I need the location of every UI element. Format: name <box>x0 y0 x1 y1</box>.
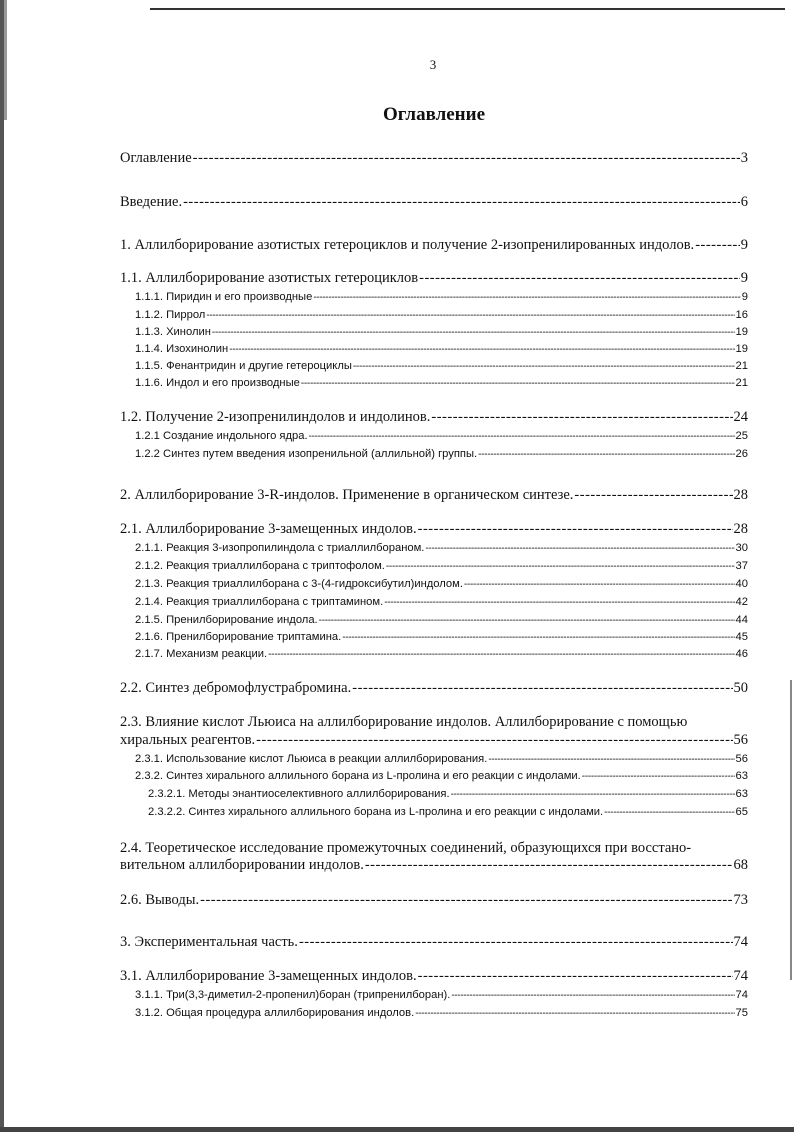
toc-entry-page: 45 <box>735 631 748 643</box>
dot-leader <box>319 614 735 626</box>
toc-entry <box>135 770 748 782</box>
toc-entry-page: 30 <box>735 542 748 554</box>
toc-entry-page: 65 <box>735 806 748 818</box>
dot-leader <box>352 680 732 697</box>
toc-entry-label: 1.1.4. Изохинолин <box>135 343 229 355</box>
toc-entry-label: 2.3.2.1. Методы энантиоселективного аллилборирования. <box>148 788 450 800</box>
toc-entry-page: 9 <box>740 237 748 253</box>
toc-entry <box>120 237 748 254</box>
page-number: 3 <box>429 57 437 72</box>
toc-entry-page: 28 <box>733 521 748 537</box>
toc-entry <box>120 487 748 504</box>
toc-entry-page: 37 <box>735 560 748 572</box>
toc-entry <box>120 934 748 951</box>
toc-entry <box>135 542 748 554</box>
dot-leader <box>229 343 734 355</box>
toc-entry-label: 1.2.2 Синтез путем введения изопренильной (аллильной) группы. <box>135 448 478 460</box>
toc-entry <box>148 788 748 800</box>
toc-entry <box>120 732 748 749</box>
toc-entry <box>120 968 748 985</box>
dot-leader <box>464 578 735 590</box>
toc-entry-label: 1.1.1. Пиридин и его производные <box>135 291 313 303</box>
toc-entry <box>135 596 748 608</box>
toc-entry-page: 44 <box>735 614 748 626</box>
toc-entry <box>135 1007 748 1019</box>
toc-entry <box>135 291 748 303</box>
toc-entry-page: 9 <box>740 270 748 286</box>
toc-entry-label: 1.1.2. Пиррол <box>135 309 206 321</box>
toc-entry <box>135 360 748 372</box>
toc-entry-continued: 2.3. Влияние кислот Льюиса на аллилборирование индолов. Аллилборирование с помощью <box>120 714 688 730</box>
dot-leader <box>301 377 735 389</box>
toc-entry-page: 26 <box>735 448 748 460</box>
toc-entry-label: 1. Аллилборирование азотистых гетероциклов и получение 2-изопренилированных индолов. <box>120 237 695 253</box>
dot-leader <box>256 732 732 749</box>
toc-entry-page: 16 <box>735 309 748 321</box>
scan-edge-right <box>790 680 792 980</box>
dot-leader <box>268 648 734 660</box>
toc-entry-label: 1.2. Получение 2-изопренилиндолов и индолинов. <box>120 409 431 425</box>
dot-leader <box>353 360 735 372</box>
toc-entry <box>135 377 748 389</box>
toc-entry-label: 2.1.2. Реакция триаллилборана с триптофолом. <box>135 560 385 572</box>
toc-entry-label: 3.1.1. Три(3,3-диметил-2-пропенил)боран (трипренилборан). <box>135 989 451 1001</box>
toc-entry-page: 9 <box>741 291 748 303</box>
toc-entry-label: 2.1.4. Реакция триаллилборана с триптамином. <box>135 596 384 608</box>
toc-entry-page: 25 <box>735 430 748 442</box>
toc-entry-page: 19 <box>735 326 748 338</box>
toc-entry-page: 21 <box>735 360 748 372</box>
dot-leader <box>309 430 735 442</box>
dot-leader <box>418 968 733 985</box>
toc-entry <box>135 648 748 660</box>
toc-entry-page: 63 <box>735 770 748 782</box>
toc-entry-label: 3.1.2. Общая процедура аллилборирования индолов. <box>135 1007 415 1019</box>
toc-entry-page: 21 <box>735 377 748 389</box>
toc-entry-page: 75 <box>735 1007 748 1019</box>
toc-entry-page: 19 <box>735 343 748 355</box>
toc-entry-page: 73 <box>733 892 748 908</box>
toc-entry <box>148 806 748 818</box>
toc-entry <box>135 343 748 355</box>
toc-entry <box>135 309 748 321</box>
toc-entry <box>120 892 748 909</box>
dot-leader <box>384 596 734 608</box>
toc-entry-label: 1.1.6. Индол и его производные <box>135 377 300 389</box>
toc-entry-label: 2.1.1. Реакция 3-изопропилиндола с триаллилбораном. <box>135 542 425 554</box>
toc-entry-label: 2.6. Выводы. <box>120 892 200 908</box>
dot-leader <box>183 194 740 211</box>
toc-entry-label: хиральных реагентов. <box>120 732 256 748</box>
toc-entry <box>135 753 748 765</box>
dot-leader <box>418 521 733 538</box>
toc-entry <box>120 857 748 874</box>
toc-entry-label: Оглавление <box>120 150 192 166</box>
dot-leader <box>425 542 734 554</box>
dot-leader <box>193 150 740 167</box>
toc-entry-page: 42 <box>735 596 748 608</box>
toc-entry-page: 68 <box>733 857 748 873</box>
toc-entry-label: 3.1. Аллилборирование 3-замещенных индолов. <box>120 968 417 984</box>
toc-entry-label: 2.1.3. Реакция триаллилборана с 3-(4-гидроксибутил)индолом. <box>135 578 463 590</box>
toc-entry-page: 74 <box>735 989 748 1001</box>
dot-leader <box>415 1007 734 1019</box>
toc-entry-label: 1.1.5. Фенантридин и другие гетероциклы <box>135 360 352 372</box>
toc-entry <box>120 409 748 426</box>
toc-entry-label: 2.1.7. Механизм реакции. <box>135 648 268 660</box>
dot-leader <box>478 448 734 460</box>
page-title: Оглавление <box>382 104 486 125</box>
toc-entry <box>120 150 748 167</box>
toc-entry-page: 74 <box>733 968 748 984</box>
dot-leader <box>299 934 733 951</box>
toc-entry-page: 56 <box>733 732 748 748</box>
dot-leader <box>419 270 740 287</box>
toc-entry-label: Введение. <box>120 194 183 210</box>
toc-entry-label: 2.3.2.2. Синтез хирального аллильного борана из L-пролина и его реакции с индолами. <box>148 806 604 818</box>
dot-leader <box>582 770 735 782</box>
dot-leader <box>574 487 732 504</box>
toc-entry <box>135 448 748 460</box>
toc-entry <box>120 521 748 538</box>
toc-entry <box>135 430 748 442</box>
toc-entry-page: 56 <box>735 753 748 765</box>
toc-entry <box>120 270 748 287</box>
toc-entry-label: 2.1. Аллилборирование 3-замещенных индолов. <box>120 521 417 537</box>
dot-leader <box>206 309 734 321</box>
dot-leader <box>313 291 740 303</box>
toc-entry <box>120 680 748 697</box>
dot-leader <box>451 989 734 1001</box>
toc-entry-label: 2.1.5. Пренилборирование индола. <box>135 614 318 626</box>
toc-entry <box>135 326 748 338</box>
dot-leader <box>695 237 740 254</box>
dot-leader <box>200 892 732 909</box>
toc-entry-label: 1.2.1 Создание индольного ядра. <box>135 430 308 442</box>
toc-entry-label: 2.3.2. Синтез хирального аллильного борана из L-пролина и его реакции с индолами. <box>135 770 581 782</box>
dot-leader <box>386 560 735 572</box>
toc-entry-page: 46 <box>735 648 748 660</box>
scan-edge-top <box>150 8 785 10</box>
toc-entry-label: 2.2. Синтез дебромофлустрабромина. <box>120 680 352 696</box>
scan-edge-left <box>0 0 4 1132</box>
dot-leader <box>488 753 734 765</box>
toc-entry <box>135 989 748 1001</box>
scan-edge-bottom <box>0 1127 794 1132</box>
toc-entry-page: 3 <box>740 150 748 166</box>
toc-entry-page: 28 <box>733 487 748 503</box>
toc-entry-page: 24 <box>733 409 748 425</box>
toc-entry <box>135 614 748 626</box>
toc-entry-page: 40 <box>735 578 748 590</box>
toc-entry-continued: 2.4. Теоретическое исследование промежуточных соединений, образующихся при восстано- <box>120 840 692 856</box>
dot-leader <box>451 788 735 800</box>
toc-entry-page: 74 <box>733 934 748 950</box>
toc-entry-label: 1.1.3. Хинолин <box>135 326 211 338</box>
dot-leader <box>431 409 732 426</box>
toc-entry-label: 2.3.1. Использование кислот Льюиса в реакции аллилборирования. <box>135 753 488 765</box>
toc-entry <box>120 194 748 211</box>
toc-entry <box>135 631 748 643</box>
toc-entry-label: 2.1.6. Пренилборирование триптамина. <box>135 631 342 643</box>
dot-leader <box>365 857 733 874</box>
toc-entry-label: вительном аллилборировании индолов. <box>120 857 364 873</box>
dot-leader <box>604 806 734 818</box>
toc-entry-page: 50 <box>733 680 748 696</box>
toc-entry <box>135 578 748 590</box>
toc-entry <box>135 560 748 572</box>
toc-entry-page: 6 <box>740 194 748 210</box>
toc-entry-label: 3. Экспериментальная часть. <box>120 934 298 950</box>
toc-entry-label: 1.1. Аллилборирование азотистых гетероциклов <box>120 270 419 286</box>
dot-leader <box>212 326 735 338</box>
toc-entry-page: 63 <box>735 788 748 800</box>
toc-entry-label: 2. Аллилборирование 3-R-индолов. Применение в органическом синтезе. <box>120 487 574 503</box>
dot-leader <box>342 631 734 643</box>
